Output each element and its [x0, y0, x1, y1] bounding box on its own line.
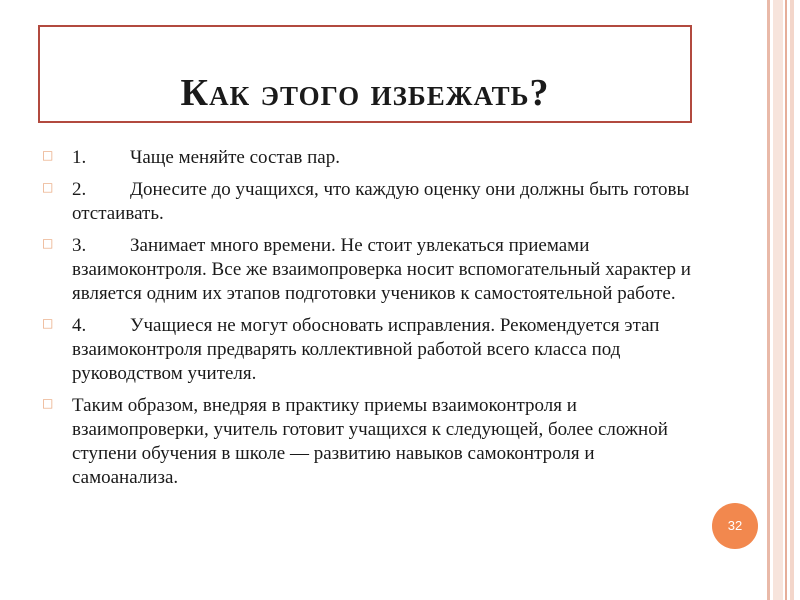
item-number: 3. — [72, 235, 87, 256]
bullet-marker-icon: □ — [42, 180, 54, 194]
list-item — [42, 234, 702, 306]
title-box — [38, 25, 692, 123]
bullet-marker-icon: □ — [42, 396, 54, 410]
decorative-stripe — [773, 0, 783, 600]
list-item — [42, 314, 702, 386]
slide-title: Как этого избежать? — [180, 72, 550, 115]
item-text: Учащиеся не могут обосновать исправления. Рекомендуется этап взаимоконтроля предварять коллективной работой всего класса под руководством учителя. — [72, 315, 660, 384]
item-text: Донесите до учащихся, что каждую оценку они должны быть готовы отстаивать. — [72, 179, 690, 224]
item-text: Таким образом, внедряя в практику приемы взаимоконтроля и взаимопроверки, учитель готовит учащихся к следующей, более сложной ступени обучения в школе — развитию навыков самоконтроля и самоанализа. — [72, 395, 668, 488]
bullet-list — [42, 146, 702, 498]
decorative-stripe — [790, 0, 794, 600]
list-item — [42, 394, 702, 490]
bullet-marker-icon: □ — [42, 236, 54, 250]
item-number: 2. — [72, 179, 87, 200]
bullet-marker-icon: □ — [42, 148, 54, 162]
item-number: 4. — [72, 315, 87, 336]
bullet-marker-icon: □ — [42, 316, 54, 330]
item-text: Занимает много времени. Не стоит увлекаться приемами взаимоконтроля. Все же взаимопроверка носит вспомогательный характер и является одним их этапов подготовки учеников к самостоятельной работе. — [72, 235, 691, 304]
decorative-stripe — [785, 0, 787, 600]
decorative-stripe — [767, 0, 770, 600]
item-text: Чаще меняйте состав пар. — [130, 147, 340, 168]
list-item — [42, 178, 702, 226]
item-number: 1. — [72, 147, 87, 168]
list-item — [42, 146, 702, 170]
page-number-badge: 32 — [712, 503, 758, 549]
